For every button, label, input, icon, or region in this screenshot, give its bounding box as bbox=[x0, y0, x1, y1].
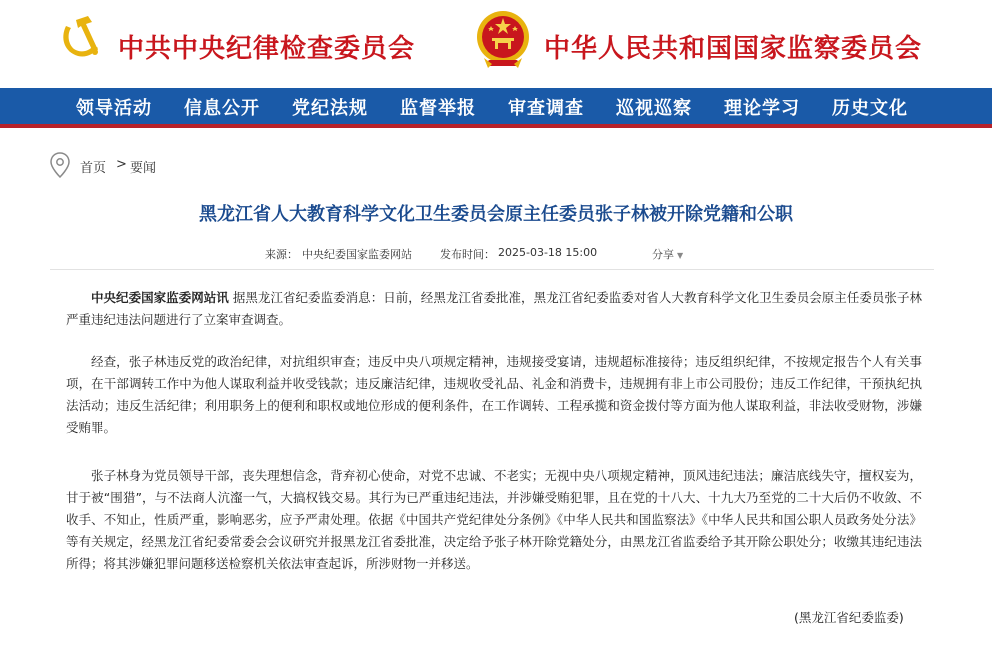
source-label: 来源： bbox=[265, 248, 298, 261]
nav-item-history[interactable]: 历史文化 bbox=[832, 98, 908, 119]
nav-item-leadership[interactable]: 领导活动 bbox=[76, 98, 152, 119]
article-title: 黑龙江省人大教育科学文化卫生委员会原主任委员张子林被开除党籍和公职 bbox=[199, 204, 793, 225]
nav-item-inspection[interactable]: 巡视巡察 bbox=[616, 98, 692, 119]
share-button[interactable] bbox=[652, 246, 683, 262]
divider bbox=[50, 269, 934, 270]
site-header bbox=[0, 0, 992, 88]
nav-item-disclosure[interactable]: 信息公开 bbox=[184, 98, 260, 119]
breadcrumb-home[interactable]: 首页 bbox=[80, 161, 107, 176]
main-nav bbox=[0, 88, 992, 128]
breadcrumb-current[interactable]: 要闻 bbox=[130, 161, 157, 176]
nav-item-regulations[interactable]: 党纪法规 bbox=[292, 98, 368, 119]
publish-time-value: 2025-03-18 15:00 bbox=[498, 246, 598, 259]
national-emblem-icon[interactable] bbox=[474, 8, 532, 70]
article-lead: 中央纪委国家监委网站讯 bbox=[91, 290, 229, 305]
article-paragraph-1 bbox=[66, 287, 922, 331]
article-paragraph-3: 张子林身为党员领导干部，丧失理想信念，背弃初心使命，对党不忠诚、不老实；无视中央八项规定精神，顶风违纪违法；廉洁底线失守，擅权妄为，甘于被“围猎”，与不法商人沆瀣一气，大搞权钱交易。其行为已严重违纪违法，并涉嫌受贿犯罪，且在党的十八大、十九大乃至党的二十大后仍不收敛、不收手、不知止，性质严重，影响恶劣，应予严肃处理。依据《中国共产党纪律处分条例》《中华人民共和国监察法》《中华人民共和国公职人员政务处分法》等有关规定，经黑龙江省纪委常委会会议研究并报黑龙江省委批准，决定给予张子林开除党籍处分，由黑龙江省监委给予其开除公职处分；收缴其违纪违法所得；将其涉嫌犯罪问题移送检察机关依法审查起诉，所涉财物一并移送。 bbox=[66, 468, 922, 571]
nav-item-report[interactable]: 监督举报 bbox=[400, 98, 476, 119]
publish-time-label: 发布时间： bbox=[440, 248, 495, 261]
party-emblem-icon[interactable] bbox=[56, 12, 106, 62]
location-icon bbox=[50, 152, 70, 178]
article-paragraph-2: 经查，张子林违反党的政治纪律，对抗组织审查；违反中央八项规定精神，违规接受宴请，违规超标准接待；违反组织纪律，不按规定报告个人有关事项，在干部调转工作中为他人谋取利益并收受钱款；违反廉洁纪律，违规收受礼品、礼金和消费卡，违规拥有非上市公司股份；违反工作纪律，干预执纪执法活动；违反生活纪律；利用职务上的便利和职权或地位形成的便利条件，在工作调转、工程承揽和资金拨付等方面为他人谋取利益，非法收受财物，涉嫌受贿罪。 bbox=[66, 354, 922, 435]
source-value: 中央纪委国家监委网站 bbox=[302, 248, 412, 261]
nsc-title[interactable]: 中华人民共和国国家监察委员会 bbox=[544, 34, 923, 64]
breadcrumb-separator: > bbox=[116, 157, 127, 172]
paragraph-1-text: 据黑龙江省纪委监委消息：日前，经黑龙江省委批准，黑龙江省纪委监委对省人大教育科学文化卫生委员会原主任委员张子林严重违纪违法问题进行了立案审查调查。 bbox=[66, 290, 922, 327]
article-footer-source: (黑龙江省纪委监委) bbox=[794, 610, 904, 625]
nav-item-investigation[interactable]: 审查调查 bbox=[508, 98, 584, 119]
chevron-down-icon: ▼ bbox=[677, 251, 684, 260]
article-meta bbox=[0, 246, 992, 264]
cpc-ccdi-title[interactable]: 中共中央纪律检查委员会 bbox=[118, 34, 416, 64]
nav-item-theory[interactable]: 理论学习 bbox=[724, 98, 800, 119]
share-label: 分享 bbox=[652, 248, 674, 261]
